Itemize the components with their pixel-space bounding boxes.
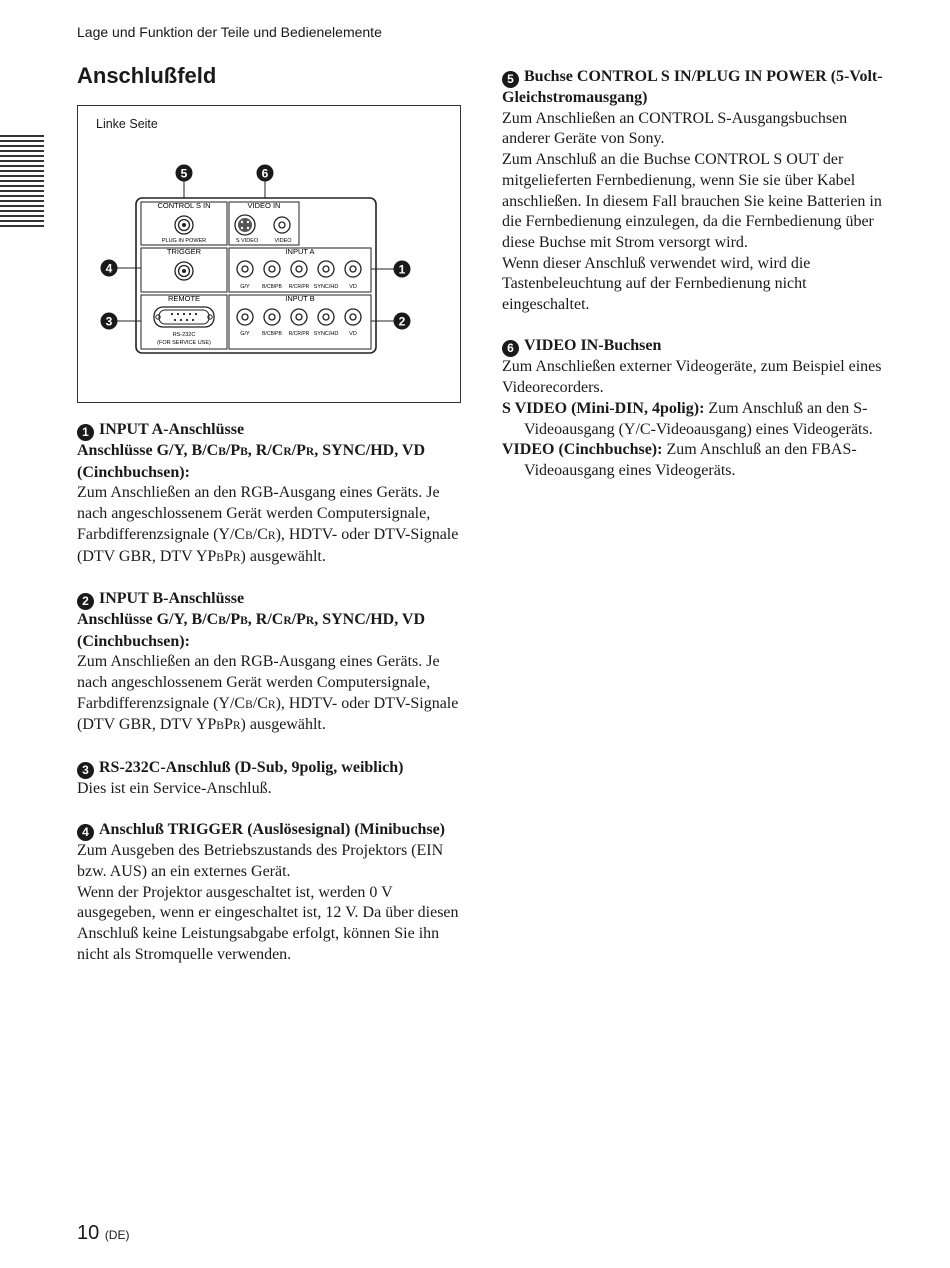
control-s-heading: Buchse CONTROL S IN/PLUG IN POWER (5-Volt-Gleichstromausgang)	[502, 68, 883, 106]
connector-panel-figure	[77, 105, 461, 403]
marker-4: 4	[77, 824, 94, 841]
section-title: Anschlußfeld	[77, 63, 217, 88]
label-input-a: INPUT A	[285, 247, 315, 256]
item-control-s	[502, 67, 892, 316]
input-a-body: Zum Anschließen an den RGB-Ausgang eines Geräts. Je nach angeschlossenem Gerät werden Computersignale, Farbdifferenzsignale (Y/CB/CR), HDTV- oder DTV-Signale (DTV GBR, DTV YPBPR) ausgewählt.	[77, 484, 459, 565]
panel-outline	[136, 198, 376, 353]
marker-6: 6	[502, 340, 519, 357]
label-plug-in-power: PLUG IN POWER	[161, 238, 207, 244]
input-a-label-r: R/CR/PR	[288, 284, 310, 290]
video-in-body: Zum Anschließen externer Videogeräte, zum Beispiel eines Videorecorders.	[502, 358, 882, 397]
label-video: VIDEO	[274, 238, 292, 244]
label-s-video: S VIDEO	[235, 238, 259, 244]
input-b-label-r: R/CR/PR	[288, 331, 310, 337]
label-remote: REMOTE	[167, 294, 201, 303]
svg-text:3: 3	[105, 314, 113, 329]
running-header: Lage und Funktion der Teile und Bedienelemente	[77, 24, 382, 40]
callout-1-marker	[394, 261, 411, 278]
control-s-body-3: Wenn dieser Anschluß verwendet wird, wird die Tastenbeleuchtung auf der Fernbedienung nicht eingeschaltet.	[502, 254, 811, 314]
page-footer	[77, 1222, 129, 1245]
input-b-subheading: Anschlüsse G/Y, B/CB/PB, R/CR/PR, SYNC/HD, VD (Cinchbuchsen):	[77, 610, 426, 650]
right-column	[502, 67, 892, 502]
rs232c-body: Dies ist ein Service-Anschluß.	[77, 779, 272, 797]
marker-1: 1	[77, 424, 94, 441]
input-b-label-b: B/CB/PB	[262, 331, 282, 337]
control-s-body-2: Zum Anschluß an die Buchse CONTROL S OUT der mitgelieferten Fernbedienung, wenn Sie sie über Kabel anschließen. In diesem Fall brauchen Sie keine Batterien in die Fernbedienung einzulegen, da die Fernbedienung über diese Buchse mit Strom versorgt wird.	[502, 151, 882, 251]
page-number: 10	[77, 1222, 100, 1244]
rs232c-heading: RS-232C-Anschluß (D-Sub, 9polig, weiblich)	[99, 758, 404, 776]
callout-6-marker	[257, 165, 274, 182]
input-a-label-vd: VD	[349, 284, 357, 290]
input-b-body: Zum Anschließen an den RGB-Ausgang eines Geräts. Je nach angeschlossenem Gerät werden Computersignale, Farbdifferenzsignale (Y/CB/CR), HDTV- oder DTV-Signale (DTV GBR, DTV YPBPR) ausgewählt.	[77, 653, 459, 734]
label-trigger: TRIGGER	[166, 247, 202, 256]
trigger-body-2: Wenn der Projektor ausgeschaltet ist, werden 0 V ausgegeben, wenn er eingeschaltet ist, 12 V. Da über diesen Anschluß keine Leistungsabgabe erfolgt, können Sie ihn nicht als Stromquelle verwenden.	[77, 883, 459, 963]
input-a-heading: INPUT A-Anschlüsse	[99, 421, 245, 438]
input-a-subheading: Anschlüsse G/Y, B/CB/PB, R/CR/PR, SYNC/HD, VD (Cinchbuchsen):	[77, 442, 426, 481]
input-b-label-sync: SYNC/HD	[313, 331, 339, 337]
svg-text:6: 6	[261, 166, 269, 181]
left-column	[77, 420, 472, 986]
svg-text:4: 4	[105, 261, 113, 276]
item-input-b	[77, 589, 472, 737]
svg-text:5: 5	[180, 166, 188, 181]
svg-text:2: 2	[398, 314, 406, 329]
svg-text:1: 1	[398, 262, 406, 277]
video-entry: VIDEO (Cinchbuchse): Zum Anschluß an den FBAS-Videoausgang eines Videogeräts.	[502, 441, 857, 479]
marker-5: 5	[502, 71, 519, 88]
callout-5-marker	[176, 165, 193, 182]
trigger-heading: Anschluß TRIGGER (Auslösesignal) (Minibuchse)	[99, 821, 445, 839]
input-b-label-gy: G/Y	[240, 331, 250, 337]
input-b-heading: INPUT B-Anschlüsse	[99, 589, 245, 607]
input-b-label-vd: VD	[349, 331, 357, 337]
label-for-service-use: (FOR SERVICE USE)	[157, 340, 211, 346]
video-in-heading: VIDEO IN-Buchsen	[524, 337, 662, 355]
marker-3: 3	[77, 762, 94, 779]
s-video-entry: S VIDEO (Mini-DIN, 4polig): Zum Anschluß an den S-Videoausgang (Y/C-Videoausgang) eines Videogeräts.	[502, 399, 873, 438]
item-trigger	[77, 820, 472, 965]
item-rs232c	[77, 758, 472, 800]
control-s-body-1: Zum Anschließen an CONTROL S-Ausgangsbuchsen anderer Geräte von Sony.	[502, 109, 848, 148]
item-video-in	[502, 336, 892, 481]
marker-2: 2	[77, 593, 94, 610]
label-video-in: VIDEO IN	[247, 201, 281, 210]
section-tab-marker	[0, 135, 44, 229]
item-input-a	[77, 420, 472, 568]
callout-2-marker	[394, 313, 411, 330]
page-language: (DE)	[104, 1228, 130, 1242]
input-a-label-sync: SYNC/HD	[313, 284, 339, 290]
input-a-label-b: B/CB/PB	[262, 284, 282, 290]
label-rs232c: RS-232C	[172, 332, 196, 338]
figure-title: Linke Seite	[96, 117, 158, 131]
callout-4-marker	[101, 260, 118, 277]
connector-panel-diagram	[78, 106, 460, 402]
callout-3-marker	[101, 313, 118, 330]
label-control-s-in: CONTROL S IN	[157, 201, 211, 210]
trigger-body-1: Zum Ausgeben des Betriebszustands des Projektors (EIN bzw. AUS) an ein externes Gerät.	[77, 842, 444, 880]
input-a-label-gy: G/Y	[240, 284, 250, 290]
label-input-b: INPUT B	[285, 294, 315, 303]
